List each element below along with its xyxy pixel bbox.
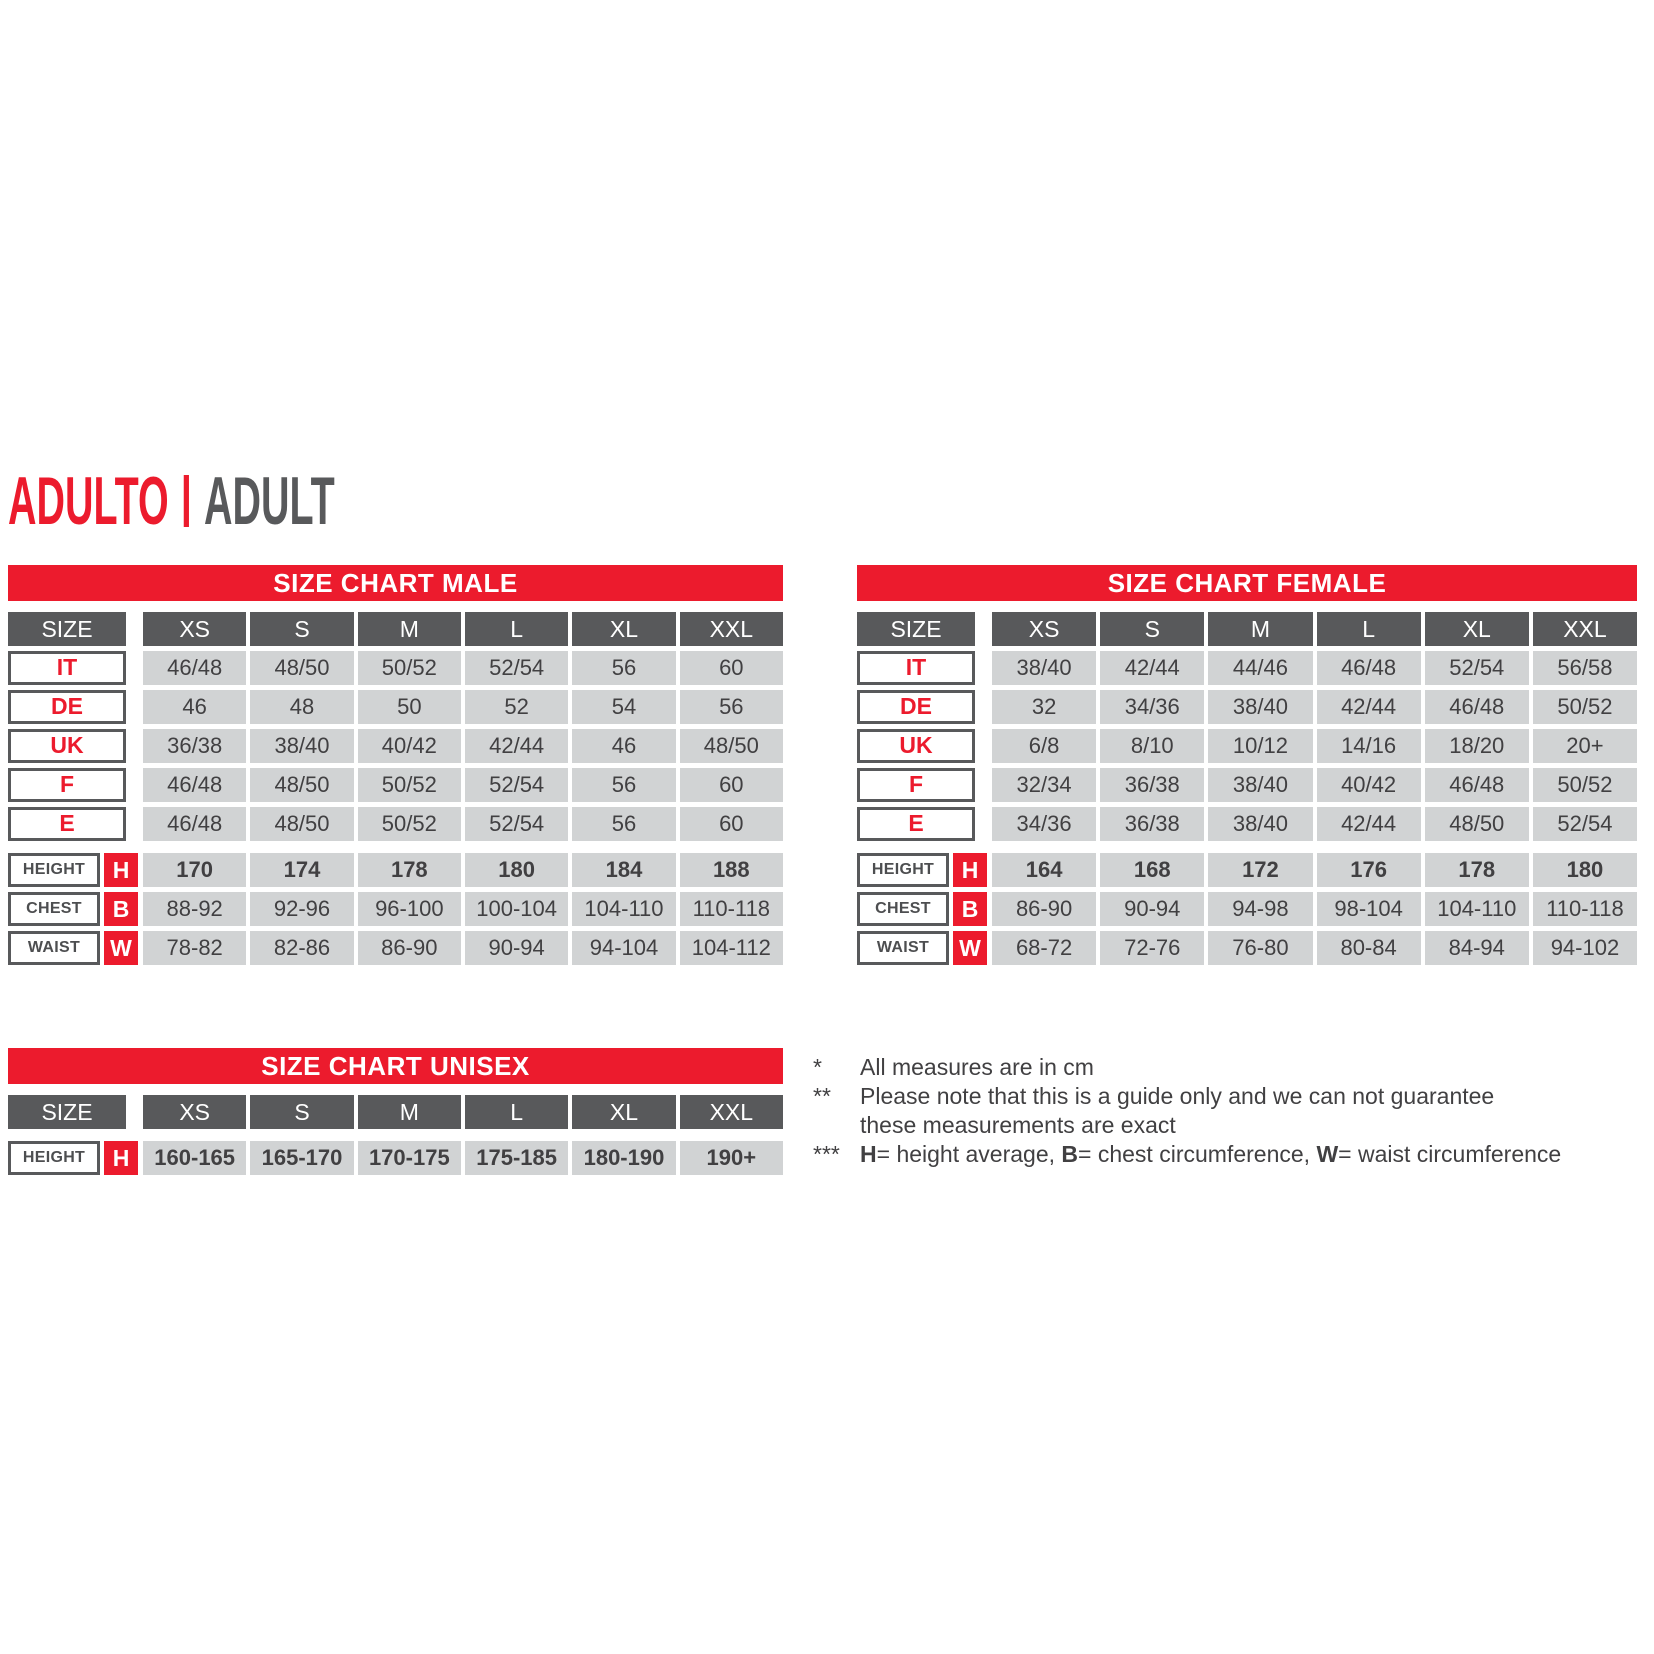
measure-label-height: HEIGHT [8,853,100,887]
measure-row-height [8,1141,783,1175]
size-cell: 56 [680,690,783,724]
footnote-1 [813,1053,1653,1082]
page-title-secondary: ADULT [204,463,335,539]
column-header-xs: XS [143,1095,246,1129]
region-label-uk: UK [8,729,126,763]
size-cell: 34/36 [1100,690,1204,724]
measure-cell: 88-92 [143,892,246,926]
section-spacer [8,1134,783,1141]
size-cell: 48/50 [1425,807,1529,841]
size-row-f [8,768,783,802]
measure-key-w: W [953,931,987,965]
measure-cell: 184 [572,853,675,887]
size-cell: 36/38 [1100,768,1204,802]
size-cell: 52/54 [465,768,568,802]
measure-cell: 175-185 [465,1141,568,1175]
measure-cell: 178 [358,853,461,887]
measure-key-w: W [104,931,138,965]
footnote-line [860,1053,1094,1082]
footnote-segment: = height average, [876,1141,1062,1167]
size-cell: 52 [465,690,568,724]
measure-key-h: H [104,853,138,887]
column-header-xl: XL [572,1095,675,1129]
size-cell: 60 [680,807,783,841]
measure-label-chest: CHEST [8,892,100,926]
measure-cell: 86-90 [358,931,461,965]
region-label-f: F [857,768,975,802]
measure-cell: 104-112 [680,931,783,965]
footnote-segment: these measurements are exact [860,1112,1176,1138]
footnote-segment: W [1316,1141,1339,1167]
measure-cell: 98-104 [1317,892,1421,926]
column-header-m: M [358,1095,461,1129]
unisex-header-row [8,1095,783,1129]
measure-cell: 168 [1100,853,1204,887]
measure-cell: 80-84 [1317,931,1421,965]
size-cell: 44/46 [1208,651,1312,685]
measure-cell: 180 [465,853,568,887]
measure-cell: 180-190 [572,1141,675,1175]
column-header-xs: XS [143,612,246,646]
measure-cell: 90-94 [1100,892,1204,926]
unisex-table-title: SIZE CHART UNISEX [8,1048,783,1084]
footnote-2 [813,1082,1653,1140]
size-chart-female-table [857,565,1637,970]
measure-row-height [857,853,1637,887]
size-chart-male-table [8,565,783,970]
measure-key-b: B [104,892,138,926]
size-cell: 38/40 [1208,768,1312,802]
footnote-segment: H [860,1141,877,1167]
size-cell: 8/10 [1100,729,1204,763]
size-row-de [8,690,783,724]
footnote-segment: B [1061,1141,1079,1167]
measure-row-waist [8,931,783,965]
size-cell: 40/42 [1317,768,1421,802]
measure-cell: 170 [143,853,246,887]
column-header-xl: XL [1425,612,1529,646]
measure-row-chest [8,892,783,926]
region-label-it: IT [8,651,126,685]
size-row-e [857,807,1637,841]
measure-label-height: HEIGHT [8,1141,100,1175]
measure-row-waist [857,931,1637,965]
size-cell: 52/54 [465,651,568,685]
measure-cell: 176 [1317,853,1421,887]
column-header-xl: XL [572,612,675,646]
measure-cell: 160-165 [143,1141,246,1175]
size-cell: 42/44 [465,729,568,763]
measure-cell: 90-94 [465,931,568,965]
size-header-cell: SIZE [8,612,126,646]
page-title [8,462,335,540]
size-cell: 42/44 [1317,690,1421,724]
size-cell: 36/38 [143,729,246,763]
size-header-cell: SIZE [857,612,975,646]
size-cell: 60 [680,768,783,802]
measure-row-chest [857,892,1637,926]
column-header-xxl: XXL [680,1095,783,1129]
size-cell: 52/54 [465,807,568,841]
measure-key-h: H [953,853,987,887]
size-cell: 10/12 [1208,729,1312,763]
size-cell: 48 [250,690,353,724]
footnote-segment: All measures are in cm [860,1054,1094,1080]
size-cell: 20+ [1533,729,1637,763]
size-row-f [857,768,1637,802]
section-spacer [857,846,1637,853]
size-row-it [857,651,1637,685]
measure-label-waist: WAIST [8,931,100,965]
size-cell: 56/58 [1533,651,1637,685]
size-cell: 50/52 [358,807,461,841]
column-header-l: L [465,612,568,646]
size-cell: 56 [572,807,675,841]
size-cell: 36/38 [1100,807,1204,841]
footnote-marker: * [813,1054,822,1080]
measure-cell: 110-118 [1533,892,1637,926]
measure-cell: 170-175 [358,1141,461,1175]
size-cell: 38/40 [992,651,1096,685]
footnote-line [860,1140,1561,1169]
measure-label-chest: CHEST [857,892,949,926]
column-header-m: M [358,612,461,646]
male-header-row [8,612,783,646]
size-cell: 48/50 [250,807,353,841]
measure-cell: 94-104 [572,931,675,965]
measure-key-b: B [953,892,987,926]
footnote-marker: ** [813,1083,831,1109]
footnote-line [860,1111,1494,1140]
region-label-it: IT [857,651,975,685]
size-cell: 46/48 [143,807,246,841]
footnote-marker: *** [813,1141,840,1167]
size-cell: 52/54 [1533,807,1637,841]
size-chart-unisex-table [8,1048,783,1180]
region-label-e: E [8,807,126,841]
size-cell: 42/44 [1100,651,1204,685]
size-cell: 54 [572,690,675,724]
male-table-title: SIZE CHART MALE [8,565,783,601]
size-cell: 46 [572,729,675,763]
size-cell: 18/20 [1425,729,1529,763]
column-header-m: M [1208,612,1312,646]
measure-cell: 178 [1425,853,1529,887]
region-label-de: DE [8,690,126,724]
size-cell: 6/8 [992,729,1096,763]
measure-row-height [8,853,783,887]
measure-cell: 188 [680,853,783,887]
measure-cell: 174 [250,853,353,887]
column-header-xxl: XXL [1533,612,1637,646]
measure-cell: 94-102 [1533,931,1637,965]
size-row-de [857,690,1637,724]
size-cell: 50/52 [358,768,461,802]
size-cell: 48/50 [250,651,353,685]
size-cell: 48/50 [250,768,353,802]
size-cell: 50/52 [1533,690,1637,724]
measure-label-height: HEIGHT [857,853,949,887]
female-table-title: SIZE CHART FEMALE [857,565,1637,601]
column-header-s: S [250,612,353,646]
size-cell: 46 [143,690,246,724]
measure-cell: 110-118 [680,892,783,926]
measure-cell: 164 [992,853,1096,887]
size-cell: 38/40 [1208,807,1312,841]
column-header-s: S [250,1095,353,1129]
measure-cell: 165-170 [250,1141,353,1175]
size-cell: 14/16 [1317,729,1421,763]
size-cell: 52/54 [1425,651,1529,685]
size-cell: 50 [358,690,461,724]
column-header-l: L [465,1095,568,1129]
region-label-de: DE [857,690,975,724]
footnote-text [860,1140,1561,1169]
size-cell: 38/40 [250,729,353,763]
footnote-text [860,1053,1094,1082]
page-title-primary: ADULTO [8,463,169,539]
column-header-l: L [1317,612,1421,646]
size-cell: 42/44 [1317,807,1421,841]
size-cell: 46/48 [143,768,246,802]
size-row-it [8,651,783,685]
size-header-cell: SIZE [8,1095,126,1129]
measure-cell: 104-110 [572,892,675,926]
region-label-f: F [8,768,126,802]
measure-cell: 76-80 [1208,931,1312,965]
column-header-xxl: XXL [680,612,783,646]
measure-cell: 172 [1208,853,1312,887]
size-cell: 46/48 [1425,768,1529,802]
measure-cell: 104-110 [1425,892,1529,926]
size-cell: 50/52 [358,651,461,685]
measure-cell: 82-86 [250,931,353,965]
size-cell: 32 [992,690,1096,724]
footnote-text [860,1082,1494,1140]
measure-cell: 84-94 [1425,931,1529,965]
measure-cell: 180 [1533,853,1637,887]
size-row-uk [8,729,783,763]
title-separator [184,475,189,527]
footnote-segment: = waist circumference [1338,1141,1562,1167]
size-cell: 50/52 [1533,768,1637,802]
measure-cell: 190+ [680,1141,783,1175]
footnote-segment: = chest circumference, [1078,1141,1317,1167]
measure-cell: 72-76 [1100,931,1204,965]
size-cell: 48/50 [680,729,783,763]
measure-cell: 68-72 [992,931,1096,965]
footnotes [813,1053,1653,1169]
column-header-xs: XS [992,612,1096,646]
measure-cell: 94-98 [1208,892,1312,926]
section-spacer [8,846,783,853]
footnote-segment: Please note that this is a guide only and we can not guarantee [860,1083,1495,1109]
size-cell: 32/34 [992,768,1096,802]
measure-cell: 78-82 [143,931,246,965]
size-cell: 46/48 [1425,690,1529,724]
size-cell: 46/48 [143,651,246,685]
measure-label-waist: WAIST [857,931,949,965]
size-cell: 56 [572,768,675,802]
size-row-e [8,807,783,841]
measure-cell: 100-104 [465,892,568,926]
size-cell: 56 [572,651,675,685]
measure-cell: 86-90 [992,892,1096,926]
female-header-row [857,612,1637,646]
footnote-line [860,1082,1494,1111]
measure-cell: 96-100 [358,892,461,926]
size-cell: 34/36 [992,807,1096,841]
size-cell: 40/42 [358,729,461,763]
column-header-s: S [1100,612,1204,646]
measure-cell: 92-96 [250,892,353,926]
size-row-uk [857,729,1637,763]
size-cell: 38/40 [1208,690,1312,724]
measure-key-h: H [104,1141,138,1175]
region-label-e: E [857,807,975,841]
size-cell: 46/48 [1317,651,1421,685]
footnote-3 [813,1140,1653,1169]
region-label-uk: UK [857,729,975,763]
size-cell: 60 [680,651,783,685]
